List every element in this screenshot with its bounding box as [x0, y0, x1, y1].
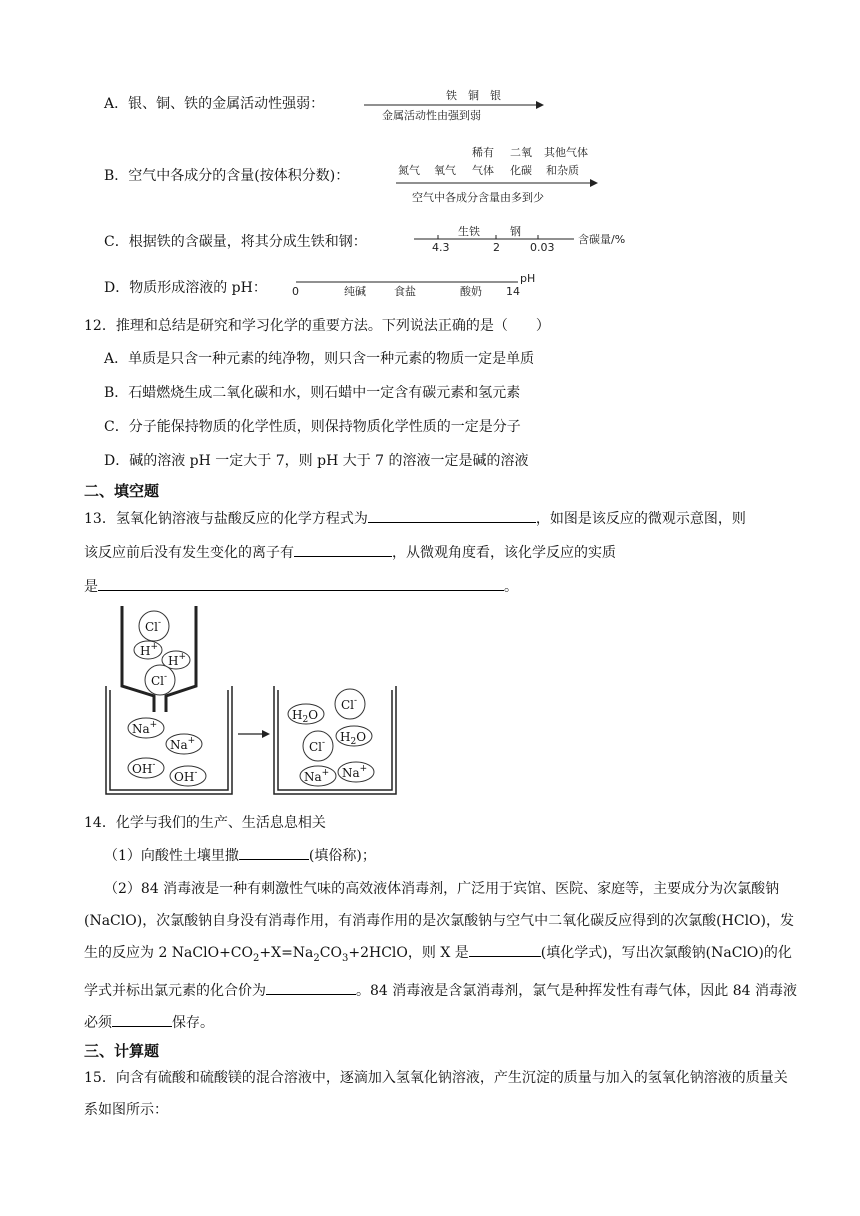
carbon-tick: 2 [493, 241, 500, 254]
ph-axis-label: pH [520, 272, 536, 285]
ion-oh [170, 766, 206, 786]
svg-text:Cl-: Cl- [309, 738, 326, 754]
q15-text: 15．向含有硫酸和硫酸镁的混合溶液中，逐滴加入氢氧化钠溶液，产生沉淀的质量与加入的氢氧化钠溶液的质量关系如图所示： [84, 1070, 788, 1118]
q13-line1: 13．氢氧化钠溶液与盐酸反应的化学方程式为 ，如图是该反应的微观示意图，则 [84, 508, 746, 528]
svg-text:H+: H+ [168, 652, 187, 668]
carbon-content-figure [410, 224, 670, 256]
ion-cl [145, 665, 175, 695]
q11-option-a: A．银、铜、铁的金属活动性强弱： [104, 96, 325, 112]
ph-tick: 酸奶 [460, 285, 482, 298]
activity-arrow-figure [360, 84, 550, 124]
svg-text:H+: H+ [140, 642, 159, 658]
section-calculation: 三、计算题 [84, 1042, 160, 1060]
air-item: 化碳 [510, 164, 532, 177]
carbon-axis-label: 含碳量/% [578, 233, 626, 246]
answer-blank[interactable] [239, 845, 309, 860]
ion-cl [139, 611, 169, 641]
answer-blank[interactable] [294, 542, 392, 557]
air-item: 氧气 [434, 164, 456, 177]
activity-axis-label: 金属活动性由强到弱 [382, 109, 481, 122]
svg-text:Cl-: Cl- [341, 696, 358, 712]
ion-na [338, 762, 374, 782]
ion-oh [128, 758, 164, 778]
air-axis-label: 空气中各成分含量由多到少 [412, 191, 544, 204]
ion-cl [335, 689, 365, 719]
ion-cl [303, 731, 333, 761]
q13-line3: 是 。 [84, 576, 518, 596]
ion-h [134, 641, 162, 659]
air-composition-figure [392, 138, 612, 208]
metal-order-label: 铁 铜 银 [446, 89, 501, 102]
carbon-tick: 4.3 [432, 241, 450, 254]
svg-text:Na+: Na+ [132, 720, 158, 736]
molecule-h2o [288, 704, 324, 725]
carbon-tick: 0.03 [530, 241, 555, 254]
air-item: 和杂质 [546, 164, 579, 177]
q11-option-c: C．根据铁的含碳量，将其分成生铁和钢： [104, 234, 367, 250]
steel-label: 钢 [510, 225, 521, 238]
answer-blank[interactable] [98, 576, 504, 591]
q14-stem: 14．化学与我们的生产、生活息息相关 [84, 815, 326, 831]
svg-text:H2O: $H_2O$ [292, 708, 319, 725]
air-item: 二氧 [510, 146, 532, 159]
svg-text:Na+: Na+ [170, 736, 196, 752]
molecule-h2o [336, 726, 372, 747]
air-item: 氮气 [398, 164, 420, 177]
ion-na [166, 734, 202, 754]
air-item: 其他气体 [544, 146, 588, 159]
answer-blank[interactable] [368, 508, 536, 523]
ion-na [300, 766, 336, 786]
ph-scale-figure [290, 268, 540, 300]
svg-text:Na+: Na+ [304, 768, 330, 784]
q14-sub2: （2）84 消毒液是一种有刺激性气味的高效液体消毒剂，广泛用于宾馆、医院、家庭等，主要成分为次氯酸钠(NaClO)，次氯酸钠自身没有消毒作用，有消毒作用的是次氯酸钠与空气中二氧化碳反应得到的次氯酸(HClO)，发生的反应为 2 $NaClO+CO_2+X=Na_2CO_3+2HClO$，则 X 是 (填化学式)，写出次氯酸钠(NaClO)的化学式并标出氯元素的化合价为 。84 消毒液是含氯消毒剂，氯气是种挥发性有毒气体，因此 84 消毒液必须 保存。 [84, 881, 797, 1031]
q11-option-d: D．物质形成溶液的 pH： [104, 280, 267, 296]
q13-line2: 该反应前后没有发生变化的离子有 ，从微观角度看，该化学反应的实质 [84, 542, 616, 562]
ph-tick: 食盐 [394, 285, 416, 298]
q12-option-a: A．单质是只含一种元素的纯净物，则只含一种元素的物质一定是单质 [104, 351, 535, 367]
q14-sub1: （1）向酸性土壤里撒 (填俗称)； [104, 845, 376, 865]
svg-text:OH-: OH- [174, 768, 198, 784]
q12-option-b: B．石蜡燃烧生成二氧化碳和水，则石蜡中一定含有碳元素和氢元素 [104, 385, 521, 401]
svg-text:Cl-: Cl- [151, 672, 168, 688]
q11-option-b: B．空气中各成分的含量(按体积分数)： [104, 168, 350, 184]
ph-tick: 0 [292, 285, 299, 298]
air-item: 稀有 [472, 146, 494, 159]
svg-text:Na+: Na+ [342, 764, 368, 780]
reaction-micro-diagram [100, 600, 400, 800]
q12-option-d: D．碱的溶液 pH 一定大于 7，则 pH 大于 7 的溶液一定是碱的溶液 [104, 453, 529, 469]
ph-tick: 纯碱 [344, 285, 366, 298]
ph-tick: 14 [506, 285, 520, 298]
answer-blank[interactable] [112, 1012, 172, 1027]
q12-option-c: C．分子能保持物质的化学性质，则保持物质化学性质的一定是分子 [104, 419, 521, 435]
svg-text:OH-: OH- [132, 760, 156, 776]
svg-text:H2O: $H_2O$ [340, 730, 367, 747]
svg-text:Cl-: Cl- [145, 618, 162, 634]
pig-iron-label: 生铁 [458, 225, 480, 238]
q12-stem: 12．推理和总结是研究和学习化学的重要方法。下列说法正确的是（ ） [84, 318, 550, 334]
ion-na [128, 718, 164, 738]
answer-blank[interactable] [469, 942, 541, 957]
answer-blank[interactable] [266, 980, 356, 995]
air-item: 气体 [472, 164, 494, 177]
section-fill-in: 二、填空题 [84, 482, 160, 500]
